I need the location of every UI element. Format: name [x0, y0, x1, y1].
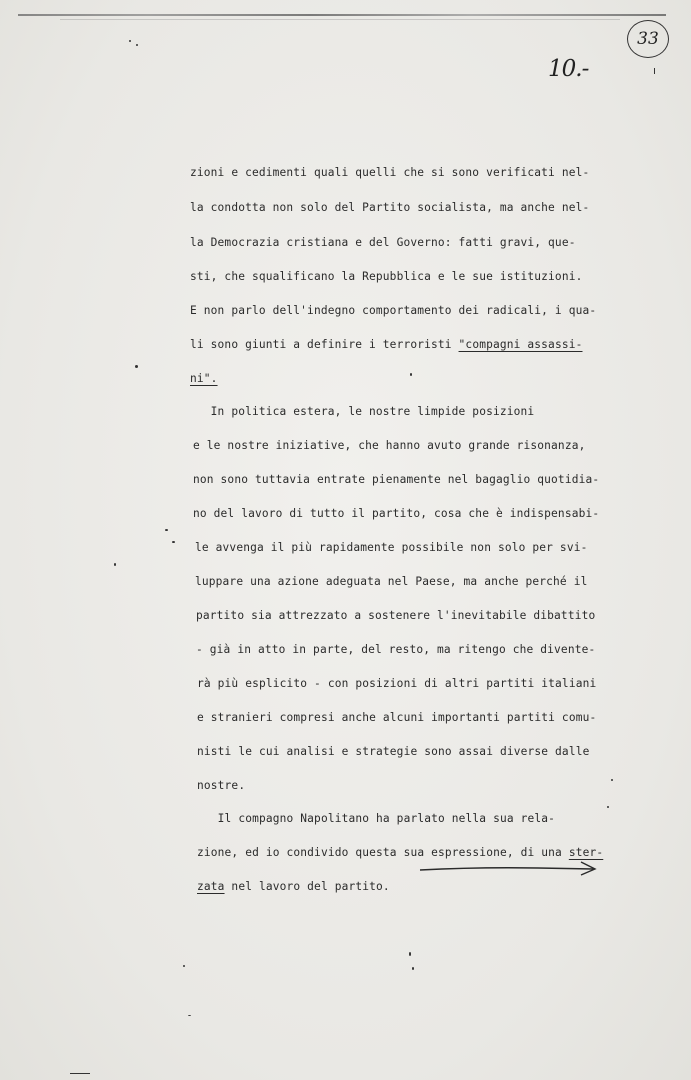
speck [165, 529, 168, 531]
speck [172, 541, 175, 543]
speck [183, 965, 185, 967]
paragraph-start-line: Il compagno Napolitano ha parlato nella sua rela- [197, 812, 556, 825]
speck [136, 44, 138, 46]
text-line: zioni e cedimenti quali quelli che si sono verificati nel- [190, 166, 590, 179]
text-line: le avvenga il più rapidamente possibile non solo per svi- [195, 541, 588, 554]
handwritten-page-number: 10.- [548, 56, 589, 82]
top-border-line-faint [60, 19, 620, 20]
text-line: nostre. [197, 779, 246, 792]
text-line: la condotta non solo del Partito socialista, ma anche nel- [190, 201, 590, 214]
speck [188, 1015, 191, 1016]
text-line [197, 880, 390, 894]
speck [409, 952, 411, 956]
text-span: zione, ed io condivido questa sua espressione, di una [197, 846, 569, 859]
speck [114, 563, 116, 566]
text-line [190, 338, 583, 352]
text-line: no del lavoro di tutto il partito, cosa che è indispensabi- [193, 507, 600, 520]
speck [129, 40, 131, 42]
text-line: E non parlo dell'indegno comportamento dei radicali, i qua- [190, 304, 597, 317]
text-span: nel lavoro del partito. [224, 880, 390, 893]
text-line: non sono tuttavia entrate pienamente nel bagaglio quotidia- [193, 473, 600, 486]
text-span: li sono giunti a definire i terroristi [190, 338, 459, 351]
text-line: - già in atto in parte, del resto, ma ritengo che divente- [196, 643, 596, 656]
text-line: luppare una azione adeguata nel Paese, ma anche perché il [195, 575, 588, 588]
speck [410, 373, 412, 376]
underlined-quote: "compagni assassi- [458, 338, 583, 351]
hand-drawn-arrow-icon [418, 858, 600, 880]
underlined-quote-end: ni". [190, 372, 218, 385]
archive-stamp [627, 20, 669, 58]
text-line: partito sia attrezzato a sostenere l'inevitabile dibattito [196, 609, 596, 622]
text-line [190, 372, 218, 386]
text-line: nisti le cui analisi e strategie sono assai diverse dalle [197, 745, 590, 758]
text-line: e le nostre iniziative, che hanno avuto grande risonanza, [193, 439, 586, 452]
text-line: la Democrazia cristiana e del Governo: fatti gravi, que- [190, 236, 576, 249]
text-line: rà più esplicito - con posizioni di altri partiti italiani [197, 677, 597, 690]
bottom-mark [70, 1073, 90, 1074]
stamp-number: 33 [637, 29, 659, 49]
speck [412, 967, 414, 970]
underlined-word: zata [197, 880, 225, 893]
speck [607, 806, 609, 808]
speck [654, 68, 655, 74]
speck [611, 779, 613, 781]
speck [135, 365, 138, 368]
paragraph-start-line: In politica estera, le nostre limpide posizioni [190, 405, 535, 418]
top-border-line [18, 14, 666, 16]
text-line: e stranieri compresi anche alcuni importanti partiti comu- [197, 711, 597, 724]
underlined-word: ster- [568, 846, 604, 859]
text-line: sti, che squalificano la Repubblica e le sue istituzioni. [190, 270, 583, 283]
